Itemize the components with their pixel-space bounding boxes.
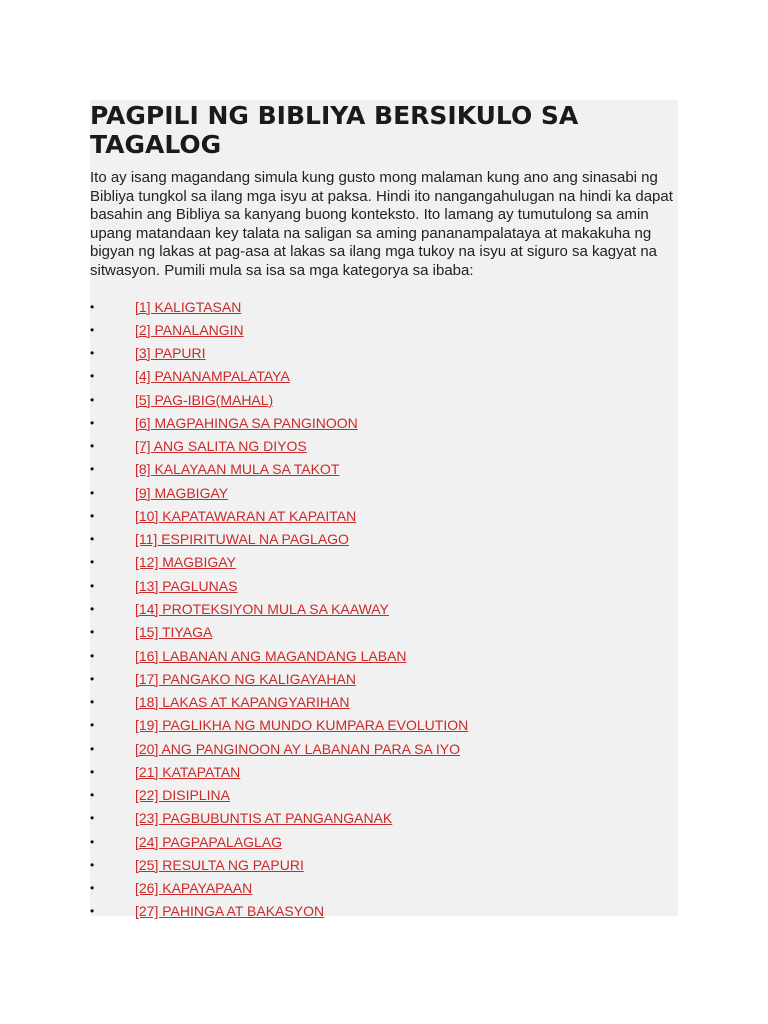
topic-link[interactable]: [25] RESULTA NG PAPURI xyxy=(135,856,304,873)
topic-link[interactable]: [6] MAGPAHINGA SA PANGINOON xyxy=(135,414,358,431)
topic-link[interactable]: [26] KAPAYAPAAN xyxy=(135,880,253,897)
list-item xyxy=(90,575,678,598)
document-page xyxy=(90,100,678,920)
bullet-icon: • xyxy=(90,881,95,896)
bullet-icon: • xyxy=(90,788,95,803)
list-item xyxy=(90,761,678,784)
list-item xyxy=(90,784,678,807)
bullet-icon: • xyxy=(90,695,95,710)
list-item xyxy=(90,854,678,877)
topic-link[interactable]: [5] PAG-IBIG(MAHAL) xyxy=(135,391,274,408)
bullet-icon: • xyxy=(90,392,95,407)
list-item xyxy=(90,482,678,505)
topic-list xyxy=(90,296,678,924)
list-item xyxy=(90,831,678,854)
topic-link[interactable]: [14] PROTEKSIYON MULA SA KAAWAY xyxy=(135,601,389,618)
list-item xyxy=(90,505,678,528)
bullet-icon: • xyxy=(90,811,95,826)
topic-link[interactable]: [19] PAGLIKHA NG MUNDO KUMPARA EVOLUTION xyxy=(135,717,469,734)
bullet-icon: • xyxy=(90,764,95,779)
list-item xyxy=(90,691,678,714)
list-item xyxy=(90,668,678,691)
topic-link[interactable]: [18] LAKAS AT KAPANGYARIHAN xyxy=(135,694,350,711)
list-item xyxy=(90,714,678,737)
list-item xyxy=(90,738,678,761)
list-item xyxy=(90,458,678,481)
topic-link[interactable]: [1] KALIGTASAN xyxy=(135,298,242,315)
list-item xyxy=(90,389,678,412)
list-item xyxy=(90,551,678,574)
list-item xyxy=(90,365,678,388)
topic-link[interactable]: [10] KAPATAWARAN AT KAPAITAN xyxy=(135,507,357,524)
bullet-icon: • xyxy=(90,625,95,640)
bullet-icon: • xyxy=(90,508,95,523)
topic-link[interactable]: [9] MAGBIGAY xyxy=(135,484,229,501)
list-item xyxy=(90,296,678,319)
bullet-icon: • xyxy=(90,834,95,849)
bullet-icon: • xyxy=(90,415,95,430)
topic-link[interactable]: [21] KATAPATAN xyxy=(135,763,241,780)
list-item xyxy=(90,900,678,923)
bullet-icon: • xyxy=(90,485,95,500)
bullet-icon: • xyxy=(90,578,95,593)
topic-link[interactable]: [23] PAGBUBUNTIS AT PANGANGANAK xyxy=(135,810,393,827)
bullet-icon: • xyxy=(90,671,95,686)
bullet-icon: • xyxy=(90,602,95,617)
list-item xyxy=(90,412,678,435)
topic-link[interactable]: [2] PANALANGIN xyxy=(135,321,244,338)
topic-link[interactable]: [8] KALAYAAN MULA SA TAKOT xyxy=(135,461,340,478)
list-item xyxy=(90,645,678,668)
topic-link[interactable]: [12] MAGBIGAY xyxy=(135,554,236,571)
list-item xyxy=(90,877,678,900)
topic-link[interactable]: [13] PAGLUNAS xyxy=(135,577,238,594)
bullet-icon: • xyxy=(90,299,95,314)
list-item xyxy=(90,621,678,644)
topic-link[interactable]: [3] PAPURI xyxy=(135,345,206,362)
bullet-icon: • xyxy=(90,904,95,919)
topic-link[interactable]: [22] DISIPLINA xyxy=(135,787,230,804)
list-item xyxy=(90,528,678,551)
bullet-icon: • xyxy=(90,462,95,477)
list-item xyxy=(90,807,678,830)
topic-link[interactable]: [7] ANG SALITA NG DIYOS xyxy=(135,438,307,455)
topic-link[interactable]: [24] PAGPAPALAGLAG xyxy=(135,833,283,850)
bullet-icon: • xyxy=(90,555,95,570)
topic-link[interactable]: [4] PANANAMPALATAYA xyxy=(135,368,290,385)
intro-paragraph: Ito ay isang magandang simula kung gusto mong malaman kung ano ang sinasabi ng Bibliya tungkol sa ilang mga isyu at paksa. Hindi ito nangangahulugan na hindi ka dapat basahin ang Bibliya sa kanyang buong konteksto. Ito lamang ay tumutulong sa amin upang matandaan key talata na saligan sa aming pananampalataya at makakuha ng bigyan ng lakas at pag-asa at lakas sa ilang mga tukoy na isyu at siguro sa kagyat na sitwasyon. Pumili mula sa isa sa mga kategorya sa ibaba: xyxy=(90,169,673,279)
topic-link[interactable]: [17] PANGAKO NG KALIGAYAHAN xyxy=(135,670,356,687)
bullet-icon: • xyxy=(90,857,95,872)
bullet-icon: • xyxy=(90,346,95,361)
list-item xyxy=(90,319,678,342)
bullet-icon: • xyxy=(90,322,95,337)
bullet-icon: • xyxy=(90,718,95,733)
topic-link[interactable]: [16] LABANAN ANG MAGANDANG LABAN xyxy=(135,647,407,664)
topic-link[interactable]: [15] TIYAGA xyxy=(135,624,213,641)
topic-link[interactable]: [20] ANG PANGINOON AY LABANAN PARA SA IYO xyxy=(135,740,460,757)
bullet-icon: • xyxy=(90,369,95,384)
bullet-icon: • xyxy=(90,648,95,663)
list-item xyxy=(90,435,678,458)
list-item xyxy=(90,598,678,621)
topic-link[interactable]: [11] ESPIRITUWAL NA PAGLAGO xyxy=(135,531,349,548)
list-item xyxy=(90,342,678,365)
page-title: PAGPILI NG BIBLIYA BERSIKULO SA TAGALOG xyxy=(90,101,579,159)
topic-link[interactable]: [27] PAHINGA AT BAKASYON xyxy=(135,903,325,920)
bullet-icon: • xyxy=(90,439,95,454)
bullet-icon: • xyxy=(90,532,95,547)
bullet-icon: • xyxy=(90,741,95,756)
